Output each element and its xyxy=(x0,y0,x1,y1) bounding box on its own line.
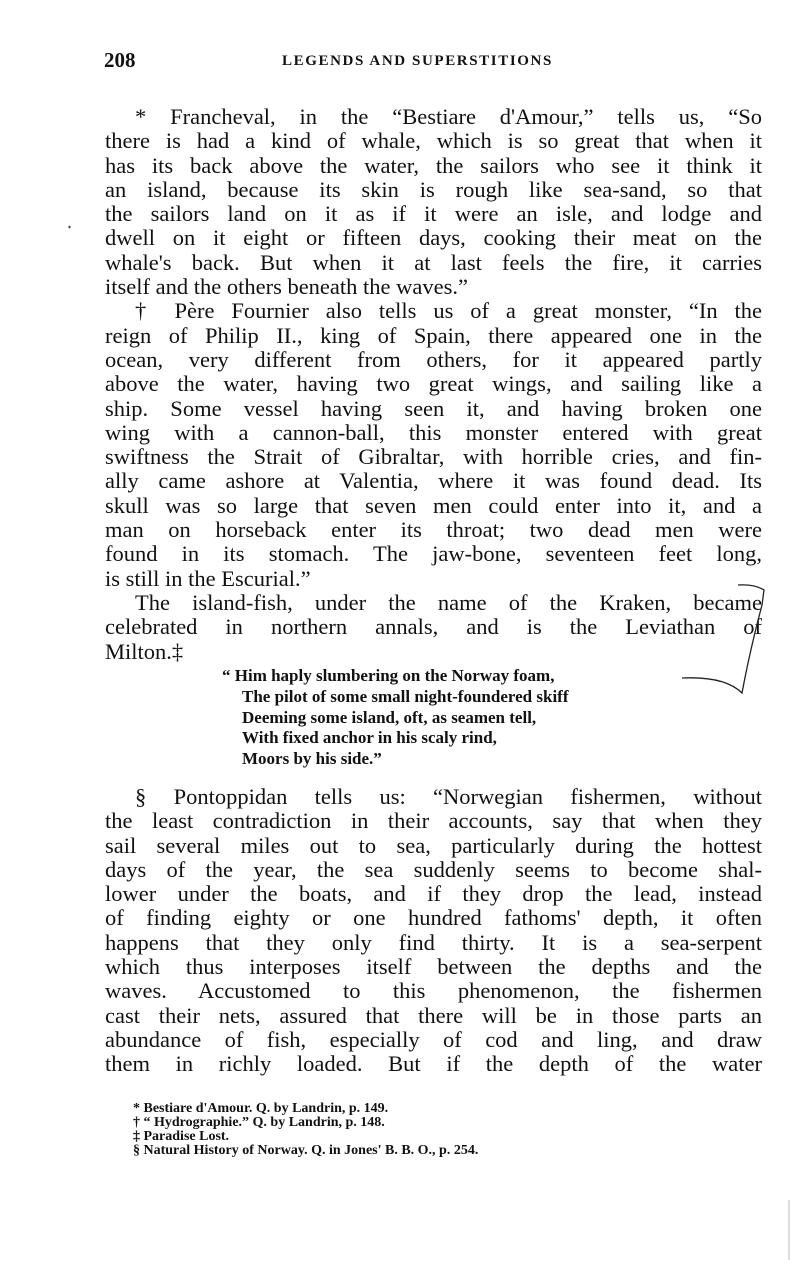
text-line: them in richly loaded. But if the depth of the water xyxy=(105,1051,762,1077)
body-text-bottom xyxy=(105,785,762,1077)
poem-line: Deeming some island, oft, as seamen tell, xyxy=(242,707,537,727)
text-line: * Francheval, in the “Bestiare d'Amour,” tells us, “So xyxy=(135,104,762,129)
text-line: § Pontoppidan tells us: “Norwegian fishermen, without xyxy=(135,784,762,809)
text-line: skull was so large that seven men could enter into it, and a xyxy=(105,492,762,518)
text-line: abundance of fish, especially of cod and ling, and draw xyxy=(105,1026,762,1052)
text-line: ship. Some vessel having seen it, and having broken one xyxy=(105,395,762,421)
text-line: whale's back. But when it at last feels the fire, it carries xyxy=(105,249,762,275)
body-text-top xyxy=(105,105,762,664)
text-line: an island, because its skin is rough like sea-sand, so that xyxy=(105,176,762,202)
paragraph xyxy=(105,591,762,664)
text-line: days of the year, the sea suddenly seems to become shal- xyxy=(105,856,762,882)
text-line: ocean, very different from others, for it appeared partly xyxy=(105,346,762,372)
text-line: ally came ashore at Valentia, where it was found dead. Its xyxy=(105,468,762,494)
paragraph xyxy=(105,785,762,1077)
footnote: § Natural History of Norway. Q. in Jones' B. B. O., p. 254. xyxy=(133,1143,479,1158)
text-line: found in its stomach. The jaw-bone, seventeen feet long, xyxy=(105,541,762,567)
text-line: waves. Accustomed to this phenomenon, the fishermen xyxy=(105,978,762,1004)
text-line: † Père Fournier also tells us of a great monster, “In the xyxy=(135,298,762,324)
text-line: lower under the boats, and if they drop the lead, instead xyxy=(105,881,762,907)
text-line: reign of Philip II., king of Spain, there appeared one in the xyxy=(105,322,762,348)
page-number: 208 xyxy=(104,48,136,72)
text-line: The island-fish, under the name of the Kraken, became xyxy=(135,589,762,615)
footnote: * Bestiare d'Amour. Q. by Landrin, p. 149. xyxy=(133,1101,389,1116)
text-line: itself and the others beneath the waves.” xyxy=(105,274,468,300)
poem-line: “ Him haply slumbering on the Norway foam, xyxy=(222,666,555,685)
poem-quotation xyxy=(222,666,569,770)
poem-line: With fixed anchor in his scaly rind, xyxy=(242,728,497,748)
text-line: there is had a kind of whale, which is so great that when it xyxy=(105,128,762,154)
poem-line: The pilot of some small night-foundered skiff xyxy=(242,686,569,706)
text-line: which thus interposes itself between the depths and the xyxy=(105,954,762,980)
text-line: above the water, having two great wings, and sailing like a xyxy=(105,371,762,397)
text-line: the least contradiction in their accounts, say that when they xyxy=(105,808,762,834)
text-line: happens that they only find thirty. It is a sea-serpent xyxy=(105,929,762,955)
text-line: has its back above the water, the sailors who see it think it xyxy=(105,152,762,178)
text-line: sail several miles out to sea, particularly during the hottest xyxy=(105,832,762,858)
text-line: wing with a cannon-ball, this monster entered with great xyxy=(105,419,762,445)
text-line: cast their nets, assured that there will be in those parts an xyxy=(105,1002,762,1028)
poem-line: Moors by his side.” xyxy=(242,749,382,769)
text-line: the sailors land on it as if it were an isle, and lodge and xyxy=(105,201,762,227)
paragraph xyxy=(105,105,762,299)
footnote: ‡ Paradise Lost. xyxy=(133,1129,230,1144)
paragraph xyxy=(105,299,762,591)
running-title: LEGENDS AND SUPERSTITIONS xyxy=(282,53,553,69)
text-line: is still in the Escurial.” xyxy=(105,565,311,591)
text-line: man on horseback enter its throat; two dead men were xyxy=(105,517,762,543)
text-line: of finding eighty or one hundred fathoms' depth, it often xyxy=(105,905,762,931)
footnotes xyxy=(133,1102,478,1158)
footnote: † “ Hydrographie.” Q. by Landrin, p. 148. xyxy=(133,1115,385,1130)
text-line: Milton.‡ xyxy=(105,638,184,664)
text-line: dwell on it eight or fifteen days, cooking their meat on the xyxy=(105,225,762,251)
text-line: swiftness the Strait of Gibraltar, with horrible cries, and fin- xyxy=(105,444,762,470)
text-line: celebrated in northern annals, and is the Leviathan of xyxy=(105,614,762,640)
